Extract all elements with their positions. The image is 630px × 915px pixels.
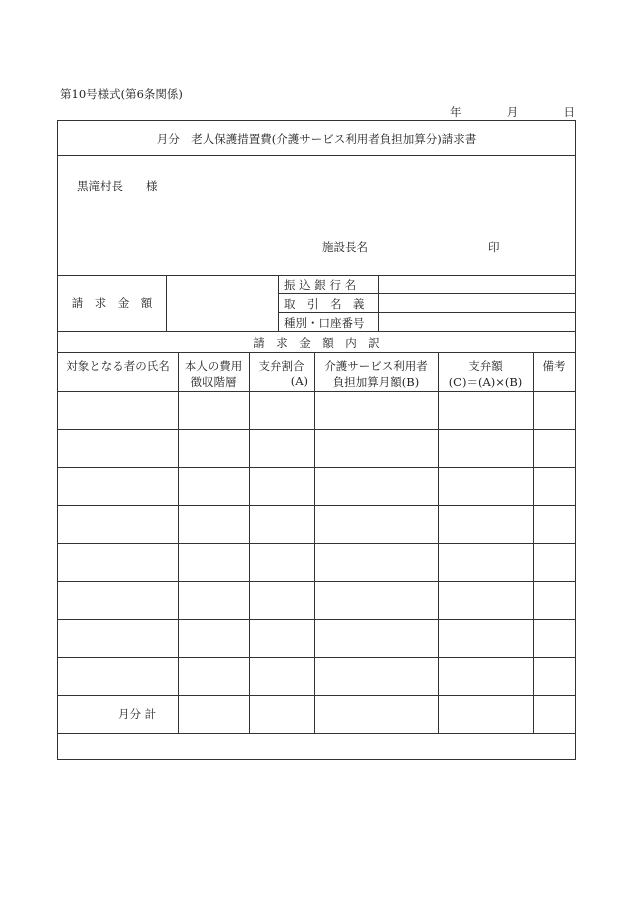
form-title: 月分 老人保護措置費(介護サービス利用者負担加算分)請求書 — [156, 132, 477, 146]
seal-mark: 印 — [488, 240, 500, 254]
divider — [58, 331, 575, 332]
column-header-bracket: 本人の費用 徴収階層 — [184, 359, 243, 389]
account-holder-label: 取 引 名 義 — [284, 297, 365, 311]
divider — [278, 275, 279, 331]
divider — [58, 429, 575, 430]
divider — [58, 695, 575, 696]
divider — [58, 155, 575, 156]
column-header-notes: 備考 — [542, 359, 566, 373]
total-label: 月分 計 — [118, 707, 157, 721]
form-number: 第10号様式(第6条関係) — [60, 87, 183, 101]
divider — [278, 293, 575, 294]
date-line — [450, 104, 575, 120]
account-number-label: 種別・口座番号 — [284, 316, 365, 330]
column-header-ratio: 支弁割合 (A) — [258, 359, 308, 388]
divider — [58, 619, 575, 620]
date-year: 年 — [450, 105, 462, 119]
divider — [58, 733, 575, 734]
bank-name-label: 振 込 銀 行 名 — [284, 278, 357, 292]
column-header-payment: 支弁額 (C)＝(A)×(B) — [448, 359, 523, 389]
facility-head-label: 施設長名 — [322, 240, 368, 254]
divider — [314, 352, 315, 733]
column-header-monthly: 介護サービス利用者 負担加算月額(B) — [324, 359, 428, 389]
divider — [58, 657, 575, 658]
divider — [438, 352, 439, 733]
divider — [378, 275, 379, 331]
divider — [58, 543, 575, 544]
divider — [58, 391, 575, 392]
breakdown-title: 請 求 金 額 内 訳 — [253, 336, 380, 350]
date-day: 日 — [563, 105, 575, 119]
divider — [278, 312, 575, 313]
divider — [58, 581, 575, 582]
divider — [58, 352, 575, 353]
date-month: 月 — [506, 105, 519, 119]
claim-form — [57, 120, 576, 760]
divider — [58, 505, 575, 506]
divider — [178, 352, 179, 733]
divider — [166, 275, 167, 331]
addressee: 黒滝村長 様 — [77, 179, 158, 193]
claim-amount-label: 請 求 金 額 — [71, 296, 153, 310]
divider — [533, 352, 534, 733]
divider — [249, 352, 250, 733]
divider — [58, 467, 575, 468]
column-header-name: 対象となる者の氏名 — [66, 359, 170, 373]
divider — [58, 275, 575, 276]
